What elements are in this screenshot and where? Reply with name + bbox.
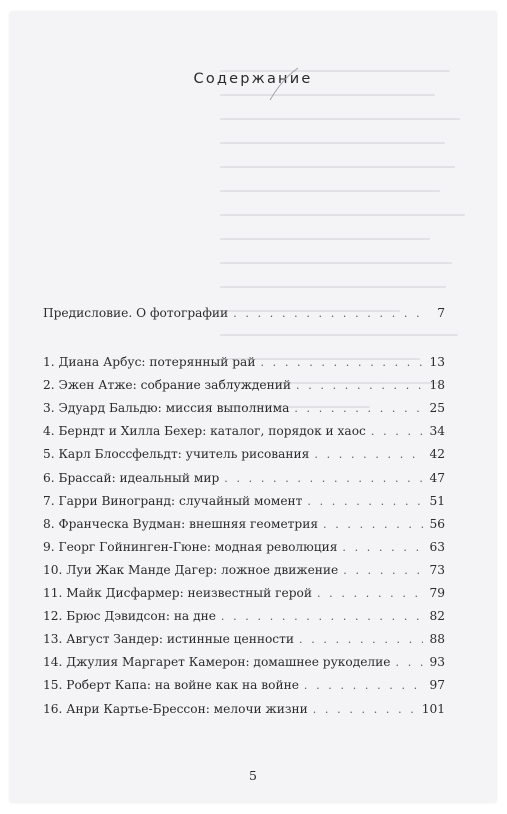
toc-entry-title: 3. Эдуард Бальдю: миссия выполнима bbox=[43, 401, 290, 416]
toc-dot-leader bbox=[260, 354, 423, 372]
toc-dot-leader bbox=[317, 585, 423, 603]
toc-dot-leader bbox=[371, 423, 423, 441]
page-number: 5 bbox=[249, 768, 257, 783]
toc-entry-page: 73 bbox=[429, 562, 445, 577]
toc-entry-page: 56 bbox=[429, 516, 445, 531]
toc-entry-page: 42 bbox=[429, 447, 445, 462]
toc-entry-title: 1. Диана Арбус: потерянный рай bbox=[43, 355, 256, 369]
pencil-mark-icon bbox=[262, 66, 302, 106]
toc-row[interactable] bbox=[43, 376, 445, 394]
toc-entry-title: 16. Анри Картье-Брессон: мелочи жизни bbox=[43, 701, 308, 716]
toc-entry-page: 13 bbox=[429, 355, 445, 369]
toc-row[interactable] bbox=[43, 676, 445, 694]
toc-row[interactable] bbox=[43, 492, 445, 510]
toc-entry-title: 7. Гарри Виногранд: случайный момент bbox=[43, 493, 303, 508]
toc-entry-page: 82 bbox=[429, 609, 445, 624]
toc-row[interactable] bbox=[43, 445, 445, 463]
toc-entry-page: 51 bbox=[429, 493, 445, 508]
toc-entry-title: 4. Берндт и Хилла Бехер: каталог, порядок и хаос bbox=[43, 424, 366, 439]
toc-entry-title: 14. Джулия Маргарет Камерон: домашнее рукоделие bbox=[43, 655, 391, 670]
toc-entry-title: 15. Роберт Капа: на войне как на войне bbox=[43, 678, 299, 693]
toc-dot-leader bbox=[313, 701, 418, 719]
toc-dot-leader bbox=[299, 631, 423, 649]
toc-row[interactable] bbox=[43, 422, 445, 440]
toc-entry-title: 13. Август Зандер: истинные ценности bbox=[43, 632, 294, 647]
toc-entry-title: Предисловие. О фотографии bbox=[43, 306, 229, 320]
toc-row[interactable] bbox=[43, 515, 445, 533]
toc-entry-page: 63 bbox=[429, 539, 445, 554]
toc-row[interactable] bbox=[43, 399, 445, 417]
toc-dot-leader bbox=[294, 400, 423, 418]
toc-entry-title: 11. Майк Дисфармер: неизвестный герой bbox=[43, 586, 312, 600]
toc-entry-title: 5. Карл Блоссфельдт: учитель рисования bbox=[43, 447, 310, 462]
toc-row[interactable] bbox=[43, 630, 445, 648]
toc-row[interactable] bbox=[43, 653, 445, 671]
toc-row[interactable] bbox=[43, 700, 445, 718]
toc-entry-page: 88 bbox=[429, 632, 445, 647]
toc-row[interactable] bbox=[43, 607, 445, 625]
toc-row[interactable] bbox=[43, 353, 445, 371]
toc-entry-title: 10. Луи Жак Манде Дагер: ложное движение bbox=[43, 562, 339, 577]
toc-dot-leader bbox=[342, 539, 423, 557]
toc-entry-title: 6. Брассай: идеальный мир bbox=[43, 470, 220, 485]
toc-entry-title: 8. Франческа Вудман: внешняя геометрия bbox=[43, 516, 319, 531]
toc-dot-leader bbox=[307, 493, 423, 511]
toc-dot-leader bbox=[296, 377, 423, 395]
toc-dot-leader bbox=[323, 516, 423, 534]
toc-dot-leader bbox=[233, 305, 423, 323]
toc-dot-leader bbox=[221, 608, 423, 626]
toc-row[interactable] bbox=[43, 538, 445, 556]
toc-dot-leader bbox=[314, 446, 423, 464]
toc-entry-page: 97 bbox=[429, 678, 445, 693]
toc-entry-title: 2. Эжен Атже: собрание заблуждений bbox=[43, 378, 291, 393]
toc-entry-page: 25 bbox=[429, 401, 445, 416]
toc-row[interactable] bbox=[43, 584, 445, 602]
toc-dot-leader bbox=[396, 654, 424, 672]
toc-entry-page: 101 bbox=[421, 701, 445, 716]
toc-dot-leader bbox=[304, 677, 423, 695]
toc-entry-page: 79 bbox=[429, 586, 445, 600]
toc-entry-title: 12. Брюс Дэвидсон: на дне bbox=[43, 609, 216, 624]
toc-entry-page: 34 bbox=[429, 424, 445, 439]
book-page bbox=[10, 12, 496, 802]
toc-dot-leader bbox=[224, 470, 423, 488]
toc-entry-page: 18 bbox=[429, 378, 445, 393]
toc-row-preface[interactable] bbox=[43, 304, 445, 322]
toc-row[interactable] bbox=[43, 561, 445, 579]
toc-dot-leader bbox=[343, 562, 423, 580]
page-title: Содержание bbox=[193, 71, 313, 87]
toc-entry-page: 93 bbox=[429, 655, 445, 670]
toc-entry-page: 7 bbox=[437, 306, 445, 320]
toc-row[interactable] bbox=[43, 469, 445, 487]
toc-entry-title: 9. Георг Гойнинген-Гюне: модная революция bbox=[43, 539, 338, 554]
toc-entry-page: 47 bbox=[429, 470, 445, 485]
